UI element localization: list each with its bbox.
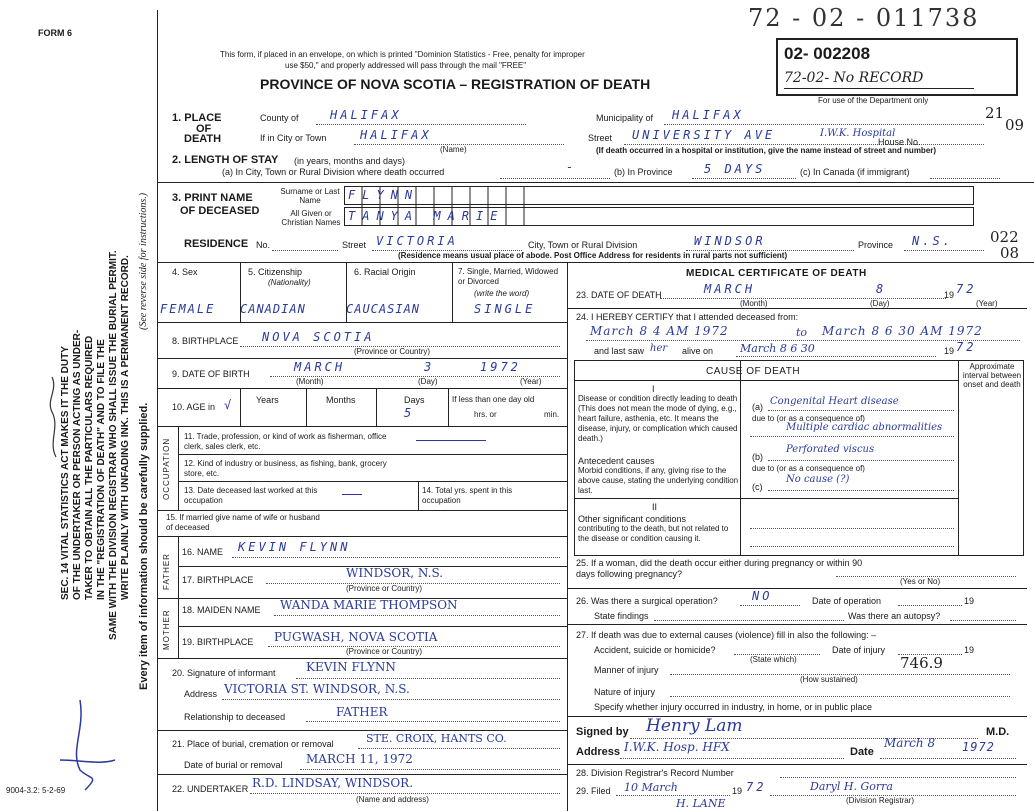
q27-manner: Manner of injury	[594, 665, 659, 675]
father-name-value: KEVIN FLYNN	[238, 540, 351, 554]
q27-year: 19	[964, 645, 975, 655]
stay-city-value: -	[566, 160, 577, 174]
dod-day-sub: (Day)	[870, 299, 890, 308]
last-saw-label: and last saw	[594, 346, 645, 356]
place-label-2: OF	[196, 123, 212, 135]
mother-side-rule	[178, 598, 179, 658]
father-name-line	[232, 557, 560, 558]
informant-addr-line	[222, 699, 560, 700]
q28-line	[780, 777, 1016, 778]
dob-month-sub: (Month)	[296, 377, 324, 386]
undertaker-value: R.D. LINDSAY, WINDSOR.	[252, 776, 414, 790]
surname-value: FLYNN	[348, 188, 420, 202]
law-text-3: TAKER TO OBTAIN ALL THE PARTICULARS REQUIRED	[84, 335, 95, 600]
margin-code-3: 022	[990, 228, 1019, 246]
dod-line	[660, 298, 946, 299]
q27-specify: Specify whether injury occurred in industry, in home, or in public place	[594, 702, 872, 712]
race-label: 6. Racial Origin	[354, 267, 416, 277]
q27-how: (How sustained)	[800, 675, 858, 684]
surname-label: Surname or Last Name	[280, 187, 340, 205]
cause-a-label: (a)	[752, 402, 763, 412]
age-div-3	[376, 388, 377, 426]
birthplace-label: 8. BIRTHPLACE	[172, 336, 239, 346]
signed-year-value: 1972	[962, 740, 995, 754]
cause-title: CAUSE OF DEATH	[706, 366, 801, 377]
row-rule-19	[157, 658, 567, 659]
cause-b-label: (b)	[752, 452, 763, 462]
informant-addr-value: VICTORIA ST. WINDSOR, N.S.	[224, 682, 410, 696]
street-label: Street	[588, 133, 613, 143]
q29-year-value: 72	[746, 780, 767, 794]
cause-a-line	[768, 410, 954, 411]
occupation-q14: 14. Total yrs. spent in this occupation	[422, 486, 513, 505]
less-than-day: If less than one day old	[452, 395, 535, 404]
city-label: If in City or Town	[260, 133, 327, 143]
mother-bp-value: PUGWASH, NOVA SCOTIA	[274, 630, 438, 644]
dob-day-sub: (Day)	[418, 377, 438, 386]
dob-day-value: 3	[424, 360, 435, 374]
residence-city-label: City, Town or Rural Division	[528, 240, 638, 250]
residence-no-line	[272, 250, 338, 251]
father-bp-label: 17. BIRTHPLACE	[182, 575, 254, 585]
cause-roman-2: II	[652, 502, 658, 512]
street-value: UNIVERSITY AVE	[632, 128, 776, 142]
informant-sig-label: 20. Signature of informant	[172, 668, 276, 678]
signed-addr-label: Address	[576, 746, 621, 758]
q27-date-injury: Date of injury	[832, 645, 886, 655]
informant-sig-line	[296, 678, 560, 679]
occupation-side-rule	[178, 426, 179, 510]
cause-b-value: Perforated viscus	[786, 444, 875, 455]
column-divider	[567, 262, 568, 811]
sex-label: 4. Sex	[172, 267, 198, 277]
name-label-1: 3. PRINT NAME	[172, 192, 253, 204]
q26-value: NO	[752, 589, 773, 603]
q29-label: 29. Filed	[576, 786, 611, 796]
citizenship-sub: (Nationality)	[268, 278, 311, 287]
stay-prov-label: (b) In Province	[614, 167, 673, 177]
cause-c-line	[768, 490, 954, 491]
occupation-q13: 13. Date deceased last worked at this occupation	[184, 486, 318, 505]
q26-date-label: Date of operation	[812, 596, 882, 606]
occ-rule-11	[178, 454, 567, 455]
stay-canada-label: (c) In Canada (if immigrant)	[800, 167, 910, 177]
residence-no-label: No.	[256, 240, 271, 250]
row-rule-8	[157, 358, 567, 359]
row-rule-20	[157, 730, 567, 731]
registrar-sub: (Division Registrar)	[846, 796, 915, 805]
residence-prov-line	[904, 250, 984, 251]
q29-year-prefix: 19	[732, 786, 743, 796]
q25-label: 25. If a woman, did the death occur either during pregnancy or within 90 days following pregnancy?	[576, 558, 863, 579]
attended-from-value: March 8 4 AM 1972	[590, 324, 729, 338]
dod-year-sub: (Year)	[976, 299, 998, 308]
given-value: TANYA MARIE	[348, 209, 505, 223]
q29-filed-value: 10 March	[624, 781, 678, 794]
mother-bp-sub: (Province or Country)	[346, 647, 423, 656]
q26-year: 19	[964, 596, 975, 606]
county-label: County of	[260, 113, 299, 123]
informant-sig-value: KEVIN FLYNN	[306, 660, 396, 674]
margin-code-4: 08	[1000, 244, 1020, 262]
margin-code-1: 21	[985, 104, 1005, 122]
birthplace-value: NOVA SCOTIA	[262, 330, 375, 344]
city-name-sub: (Name)	[440, 145, 467, 154]
burial-place-line	[358, 748, 560, 749]
name-label-2: OF DECEASED	[180, 205, 260, 217]
residence-prov-label: Province	[858, 240, 894, 250]
stay-label: 2. LENGTH OF STAY	[172, 154, 279, 166]
registrar-signature-2: H. LANE	[676, 797, 726, 810]
residence-city-value: WINDSOR	[694, 234, 766, 248]
form-code: 9004-3.2: 5-2-69	[6, 786, 66, 795]
sex-value: FEMALE	[160, 302, 216, 316]
row-rule-occ	[157, 510, 567, 511]
q27-code: 746.9	[900, 654, 943, 672]
burial-date-line	[300, 769, 560, 770]
municipality-label: Municipality of	[596, 113, 654, 123]
occupation-q11: 11. Trade, profession, or kind of work as fisherman, office clerk, sales clerk, etc.	[184, 432, 387, 451]
cause-c-label: (c)	[752, 482, 763, 492]
attended-to-label: to	[796, 326, 808, 339]
municipality-line	[664, 124, 984, 125]
signed-md: M.D.	[986, 726, 1010, 738]
other-label: Other significant conditions	[578, 514, 687, 524]
name-top-rule	[157, 182, 1034, 183]
row-rule-15	[157, 536, 567, 537]
medical-title: MEDICAL CERTIFICATE OF DEATH	[686, 268, 867, 279]
q26-findings-line	[654, 620, 844, 621]
signed-date-label: Date	[850, 746, 874, 758]
col-div-6	[452, 262, 453, 322]
dob-year-sub: (Year)	[520, 377, 542, 386]
marital-label: 7. Single, Married, Widowed or Divorced	[458, 267, 559, 286]
residence-note: (Residence means usual place of abode. Post Office Address for residents in rural parts not sufficient)	[398, 251, 788, 260]
marital-sub: (write the word)	[474, 289, 530, 298]
dod-month-sub: (Month)	[740, 299, 768, 308]
house-no-label: House No.	[878, 137, 921, 147]
row-rule-25	[567, 588, 1027, 589]
signed-addr-line	[620, 758, 844, 759]
dod-day-value: 8	[876, 282, 887, 296]
cause-b-due-label: due to (or as a consequence of)	[752, 464, 865, 473]
stay-sub: (in years, months and days)	[294, 156, 406, 166]
citizenship-value: CANADIAN	[240, 302, 306, 316]
county-line	[316, 124, 526, 125]
county-value: HALIFAX	[330, 108, 402, 122]
cause-title-rule	[574, 380, 958, 381]
handwritten-side-note	[44, 372, 64, 462]
father-bp-value: WINDSOR, N.S.	[346, 566, 444, 580]
dob-month-value: MARCH	[294, 360, 346, 374]
citizenship-label: 5. Citizenship	[248, 267, 303, 277]
last-saw-who: her	[650, 343, 668, 354]
race-value: CAUCASIAN	[346, 302, 421, 316]
burial-date-value: MARCH 11, 1972	[306, 752, 413, 766]
city-value: HALIFAX	[360, 128, 432, 142]
cause-a-due-label: due to (or as a consequence of)	[752, 414, 865, 423]
row-rule-27	[567, 716, 1027, 717]
maiden-value: WANDA MARIE THOMPSON	[280, 598, 458, 612]
occupation-q13-dash	[342, 494, 362, 495]
cause-b-line	[768, 460, 954, 461]
q27-nature-line	[670, 696, 1010, 697]
father-bp-sub: (Province or Country)	[346, 584, 423, 593]
notice-line-1: This form, if placed in an envelope, on which is printed "Dominion Statistics - Free, penalty for improper	[220, 50, 585, 59]
undertaker-sub: (Name and address)	[356, 795, 429, 804]
other-line-2	[750, 546, 954, 547]
given-label: All Given or Christian Names	[281, 209, 341, 227]
row-rule-26	[567, 624, 1027, 625]
q27-label: 27. If death was due to external causes (violence) fill in also the following: –	[576, 630, 877, 640]
q27-nature: Nature of injury	[594, 687, 656, 697]
certify-label: 24. I HEREBY CERTIFY that I attended deceased from:	[576, 312, 799, 322]
residence-street-label: Street	[342, 240, 367, 250]
q26-line	[740, 605, 800, 606]
mother-side-label: MOTHER	[162, 609, 171, 650]
maiden-line	[274, 615, 560, 616]
section-divider	[157, 262, 1034, 263]
father-name-label: 16. NAME	[182, 547, 224, 557]
place-label-1: 1. PLACE	[172, 112, 222, 124]
alive-date-value: March 8 6 30	[740, 342, 815, 355]
cause-div-2	[958, 360, 959, 556]
informant-rel-label: Relationship to deceased	[184, 712, 286, 722]
age-label: 10. AGE in	[172, 402, 216, 412]
father-side-rule	[178, 536, 179, 598]
maiden-label: 18. MAIDEN NAME	[182, 605, 261, 615]
spouse-label: 15. If married give name of wife or husband of deceased	[166, 513, 320, 532]
no-record-note: 72-02- No RECORD	[784, 70, 924, 86]
hrs-label: hrs. or	[474, 410, 497, 419]
q26-findings: State findings	[594, 611, 649, 621]
handwritten-number: 72 - 02 - 011738	[748, 4, 980, 32]
q26-autopsy: Was there an autopsy?	[848, 611, 941, 621]
residence-label: RESIDENCE	[184, 238, 249, 250]
q27-accident-sub: (State which)	[750, 655, 797, 664]
no-record-underline	[784, 88, 974, 89]
stay-prov-value: 5 DAYS	[704, 162, 766, 176]
street-line	[624, 144, 984, 145]
q26-autopsy-line	[950, 620, 1016, 621]
years-label: Years	[256, 395, 279, 405]
cause-div-1	[740, 360, 741, 556]
occupation-q11-dash	[416, 440, 486, 441]
law-text-4: IN THE "REGISTRATION OF DEATH" AND TO FILE THE	[96, 339, 107, 600]
mother-bp-label: 19. BIRTHPLACE	[182, 637, 254, 647]
cause-roman-1: I	[652, 384, 655, 394]
min-label: min.	[544, 410, 560, 419]
signed-date-value: March 8	[884, 736, 936, 750]
row-rule-23	[567, 308, 1027, 309]
q26-date-line	[898, 605, 962, 606]
signed-label: Signed by	[576, 726, 629, 738]
months-label: Months	[326, 395, 356, 405]
page-title: PROVINCE OF NOVA SCOTIA – REGISTRATION OF DEATH	[260, 76, 651, 92]
hospital-value: I.W.K. Hospital	[820, 128, 896, 139]
other-sub: contributing to the death, but not related to the disease or condition causing it.	[578, 524, 729, 543]
alive-on-label: alive on	[682, 346, 714, 356]
occ-q14-div	[418, 481, 419, 510]
row-rule-9	[157, 388, 567, 389]
signed-signature: Henry Lam	[646, 716, 743, 736]
burial-place-value: STE. CROIX, HANTS CO.	[366, 732, 507, 745]
form-label: FORM 6	[38, 28, 73, 38]
cause-interval: Approximate interval between onset and death	[962, 362, 1022, 389]
dod-month-value: MARCH	[704, 282, 756, 296]
registrar-signature: Daryl H. Gorra	[810, 780, 893, 793]
place-label-3: DEATH	[184, 133, 222, 145]
dob-label: 9. DATE OF BIRTH	[172, 369, 250, 379]
alive-year-value: 72	[956, 340, 977, 354]
q29-filed-line	[616, 795, 730, 796]
cause-c-value: No cause (?)	[786, 474, 850, 485]
age-div-4	[448, 388, 449, 426]
margin-code-2: 09	[1005, 116, 1025, 134]
q26-label: 26. Was there a surgical operation?	[576, 596, 718, 606]
days-value: 5	[404, 406, 415, 420]
stay-canada-line	[930, 178, 1000, 179]
signed-date-line	[880, 758, 1016, 759]
residence-prov-value: N.S.	[912, 234, 953, 248]
attended-line	[586, 340, 1020, 341]
handwritten-signature-mark	[40, 690, 120, 800]
informant-addr-label: Address	[184, 689, 218, 699]
occupation-side-label: OCCUPATION	[162, 437, 171, 500]
age-div-1	[240, 388, 241, 426]
row-rule-7	[157, 322, 567, 323]
q27-accident: Accident, suicide or homicide?	[594, 645, 716, 655]
alive-year-prefix: 19	[944, 346, 955, 356]
row-rule-18	[178, 626, 567, 627]
occupation-q12: 12. Kind of industry or business, as fishing, bank, grocery store, etc.	[184, 459, 387, 478]
row-rule-21	[157, 774, 567, 775]
informant-rel-line	[306, 721, 560, 722]
q28-label: 28. Division Registrar's Record Number	[576, 768, 734, 778]
dod-year-prefix: 19	[944, 290, 955, 300]
alive-line	[736, 356, 936, 357]
q25-sub: (Yes or No)	[900, 577, 941, 586]
cause-a-value: Congenital Heart disease	[770, 396, 899, 407]
signed-addr-value: I.W.K. Hosp. HFX	[624, 740, 730, 754]
law-text-2: OF THE UNDERTAKER OR PERSON ACTING AS UNDER-	[72, 329, 83, 600]
law-text-6: WRITE PLAINLY WITH UNFADING INK. THIS IS A PERMANENT RECORD.	[120, 255, 131, 600]
birthplace-sub: (Province or Country)	[354, 347, 431, 356]
stay-prov-line	[692, 178, 796, 179]
father-side-label: FATHER	[162, 553, 171, 590]
dod-label: 23. DATE OF DEATH	[576, 290, 662, 300]
cause-direct-text: Disease or condition directly leading to death (This does not mean the mode of dying, e.g., heart failure, asthenia, etc. It means the disease, injury, or complication which caused death.)	[578, 394, 738, 443]
antecedent-sub: Morbid conditions, if any, giving rise to the above cause, stating the underlying condition last.	[578, 466, 739, 495]
reg-number: 02- 002208	[784, 44, 871, 63]
notice-line-2: use $50," and properly addressed will pass through the mail "FREE"	[285, 61, 527, 70]
age-div-2	[306, 388, 307, 426]
other-line-1	[750, 528, 954, 529]
age-check-mark: √	[224, 398, 235, 412]
informant-rel-value: FATHER	[336, 705, 388, 719]
row-rule-10	[157, 426, 567, 427]
burial-date-label: Date of burial or removal	[184, 760, 283, 770]
cause-mid-rule	[574, 498, 958, 499]
undertaker-line	[250, 793, 560, 794]
municipality-value: HALIFAX	[672, 108, 744, 122]
residence-street-value: VICTORIA	[376, 234, 458, 248]
attended-to-value: March 8 6 30 AM 1972	[822, 324, 983, 338]
dod-year-value: 72	[956, 282, 977, 296]
every-item-note: Every item of information should be carefully supplied.	[138, 402, 150, 690]
cause-a-due-line	[750, 436, 954, 437]
antecedent-label: Antecedent causes	[578, 456, 655, 466]
stay-city-label: (a) In City, Town or Rural Division where death occurred	[222, 167, 445, 177]
occ-rule-12	[178, 481, 567, 482]
dept-use-label: For use of the Department only	[818, 96, 929, 105]
law-text-5: SAME WITH THE DIVISION REGISTRAR WHO SHALL ISSUE THE BURIAL PERMIT.	[108, 250, 119, 640]
days-label: Days	[404, 395, 425, 405]
hospital-note: (If death occurred in a hospital or institution, give the name instead of street and number)	[596, 146, 937, 155]
row-rule-signed	[567, 764, 1027, 765]
marital-value: SINGLE	[474, 302, 536, 316]
burial-place-label: 21. Place of burial, cremation or removal	[172, 739, 334, 749]
stay-city-line	[500, 178, 610, 179]
dob-year-value: 1972	[480, 360, 521, 374]
cause-a-due-value: Multiple cardiac abnormalities	[786, 422, 943, 433]
law-text-1: SEC. 14 VITAL STATISTICS ACT MAKES IT THE DUTY	[60, 346, 71, 600]
undertaker-label: 22. UNDERTAKER	[172, 784, 249, 794]
frame-left-border	[157, 10, 158, 811]
reverse-side-note: (See reverse side for instructions.)	[138, 192, 149, 330]
